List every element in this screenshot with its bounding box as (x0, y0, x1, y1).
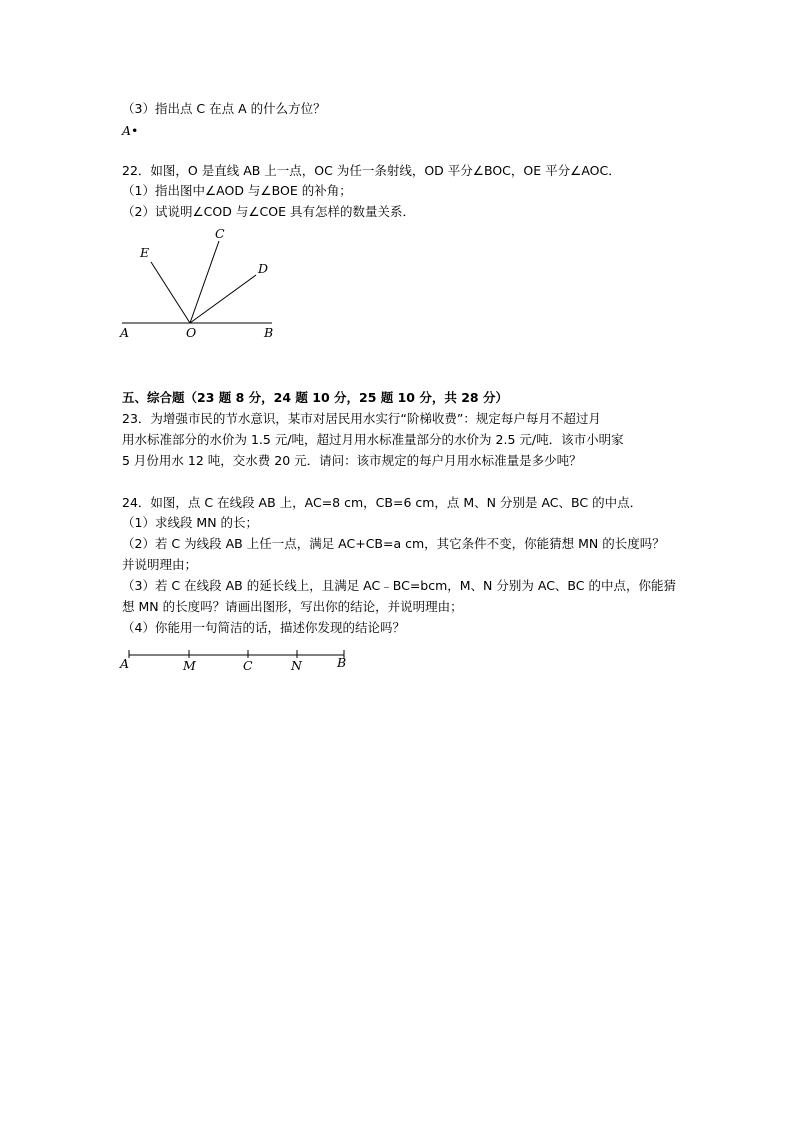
label-c: C (215, 226, 225, 241)
q23-line2: 用水标准部分的水价为 1.5 元/吨，超过月用水标准量部分的水价为 2.5 元/吨．该市小明家 (122, 432, 624, 447)
seg-label-n: N (291, 658, 302, 673)
q24-part2-line1: （2）若 C 为线段 AB 上任一点，满足 AC+CB=a cm，其它条件不变，你能猜想 MN 的长度吗？ (122, 536, 665, 551)
label-b: B (264, 325, 274, 340)
label-d: D (258, 261, 269, 276)
q24-part3-line1: （3）若 C 在线段 AB 的延长线上，且满足 AC﹣BC=bcm，M、N 分别为 AC、BC 的中点，你能猜 (122, 578, 676, 593)
q24-part1: （1）求线段 MN 的长； (122, 515, 259, 530)
q24-stem: 24．如图，点 C 在线段 AB 上，AC=8 cm，CB=6 cm，点 M、N 分别是 AC、BC 的中点． (122, 495, 643, 510)
q24-part4: （4）你能用一句简洁的话，描述你发现的结论吗？ (122, 620, 405, 635)
q22-part2: （2）试说明∠COD 与∠COE 具有怎样的数量关系． (122, 204, 415, 219)
q22-part1: （1）指出图中∠AOD 与∠BOE 的补角； (122, 183, 352, 198)
q23-line3: 5 月份用水 12 吨，交水费 20 元．请问：该市规定的每户月用水标准量是多少吨？ (122, 453, 582, 468)
q24-part2-line2: 并说明理由； (122, 557, 198, 572)
q23-line1: 23．为增强市民的节水意识，某市对居民用水实行“阶梯收费”：规定每户每月不超过月 (122, 411, 601, 426)
seg-label-m: M (183, 658, 196, 673)
label-a: A (120, 325, 130, 340)
seg-label-c: C (243, 658, 253, 673)
q22-stem: 22．如图，O 是直线 AB 上一点，OC 为任一条射线，OD 平分∠BOC，OE 平分∠AOC． (122, 163, 621, 178)
label-o: O (186, 325, 197, 340)
seg-label-a: A (120, 656, 130, 671)
seg-label-b: B (337, 655, 347, 670)
q21-point-a-label: A• (122, 123, 139, 138)
q24-part3-line2: 想 MN 的长度吗？请画出图形，写出你的结论，并说明理由； (122, 599, 463, 614)
label-e: E (140, 245, 150, 260)
q21-part3: （3）指出点 C 在点 A 的什么方位？ (122, 101, 326, 116)
section5-heading: 五、综合题（23 题 8 分，24 题 10 分，25 题 10 分，共 28 分） (122, 390, 508, 405)
